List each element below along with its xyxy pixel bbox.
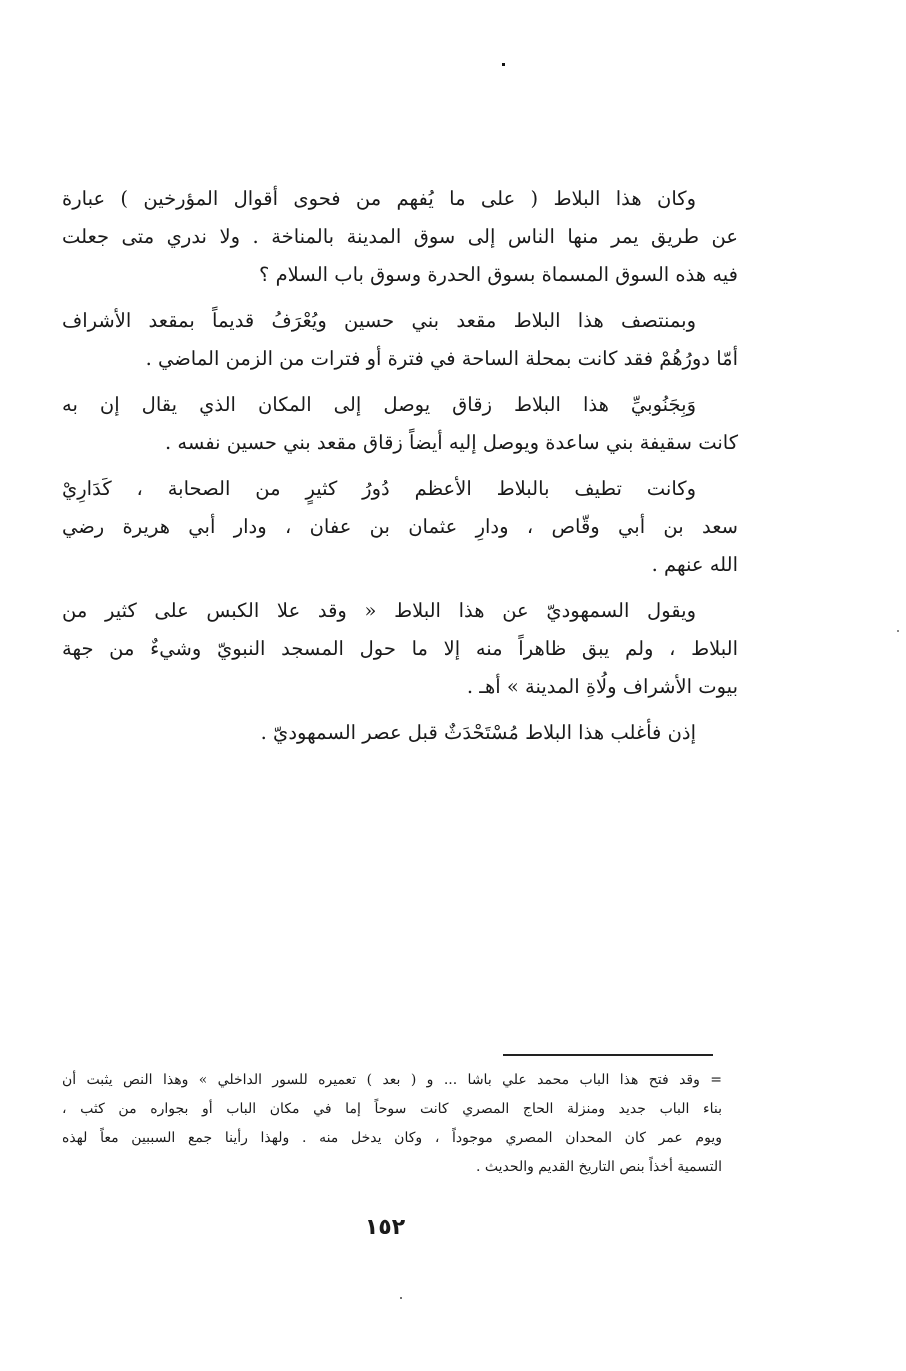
scan-speck bbox=[502, 63, 505, 66]
paragraph-1 bbox=[62, 180, 738, 294]
footnote-line: ويوم عمر كان المحدان المصري موجوداً ، وكان يدخل منه . ولهذا رأينا جمع السببين معاً لهذه bbox=[62, 1130, 722, 1146]
footnote-divider bbox=[503, 1054, 713, 1056]
page-number: ١٥٢ bbox=[364, 1215, 406, 1240]
paragraph-4 bbox=[62, 470, 738, 584]
text-line: سعد بن أبي وقّاص ، ودارِ عثمان بن عفان ، ودار أبي هريرة رضي bbox=[62, 515, 738, 538]
main-text-body bbox=[62, 180, 738, 760]
footnote-line: التسمية أخذاً بنص التاريخ القديم والحديث . bbox=[476, 1159, 722, 1175]
paragraph-3 bbox=[62, 386, 738, 462]
text-line: وكانت تطيف بالبلاط الأعظم دُورُ كثيرٍ من الصحابة ، كَدَارِيْ bbox=[62, 477, 696, 500]
text-line: أمّا دورُهُمْ فقد كانت بمحلة الساحة في فترة أو فترات من الزمن الماضي . bbox=[145, 347, 738, 370]
paragraph-2 bbox=[62, 302, 738, 378]
footnote bbox=[62, 1066, 722, 1182]
text-line: فيه هذه السوق المسماة بسوق الحدرة وسوق باب السلام ؟ bbox=[259, 263, 738, 286]
text-line: وبمنتصف هذا البلاط مقعد بني حسين ويُعْرَفُ قديماً بمقعد الأشراف bbox=[62, 309, 696, 332]
footnote-line: = وقد فتح هذا الباب محمد علي باشا ... و ( بعد ) تعميره للسور الداخلي » وهذا النص يثبت أن bbox=[62, 1072, 722, 1088]
footnote-line: بناء الباب جديد ومنزلة الحاج المصري كانت سوحاً إما في مكان الباب أو بجواره من كثب ، bbox=[62, 1101, 722, 1117]
text-line: وَبِجَنُوبيِّ هذا البلاط زقاق يوصل إلى المكان الذي يقال إن به bbox=[62, 393, 696, 416]
paragraph-5 bbox=[62, 592, 738, 706]
paragraph-6 bbox=[62, 714, 738, 752]
text-line: ويقول السمهوديّ عن هذا البلاط « وقد علا الكبس على كثير من bbox=[62, 599, 696, 622]
text-line: الله عنهم . bbox=[651, 553, 738, 576]
scan-speck bbox=[897, 630, 899, 632]
text-line: إذن فأغلب هذا البلاط مُسْتَحْدَثٌ قبل عصر السمهوديّ . bbox=[260, 721, 696, 744]
text-line: كانت سقيفة بني ساعدة ويوصل إليه أيضاً زقاق مقعد بني حسين نفسه . bbox=[164, 431, 738, 454]
scan-speck bbox=[400, 1297, 402, 1299]
text-line: وكان هذا البلاط ( على ما يُفهم من فحوى أقوال المؤرخين ) عبارة bbox=[62, 187, 696, 210]
text-line: عن طريق يمر منها الناس إلى سوق المدينة بالمناخة . ولا ندري متى جعلت bbox=[62, 225, 738, 248]
text-line: البلاط ، ولم يبق ظاهراً منه إلا ما حول المسجد النبويّ وشيءٌ من جهة bbox=[62, 637, 738, 660]
text-line: بيوت الأشراف ولُاةِ المدينة » أهـ . bbox=[466, 675, 738, 698]
